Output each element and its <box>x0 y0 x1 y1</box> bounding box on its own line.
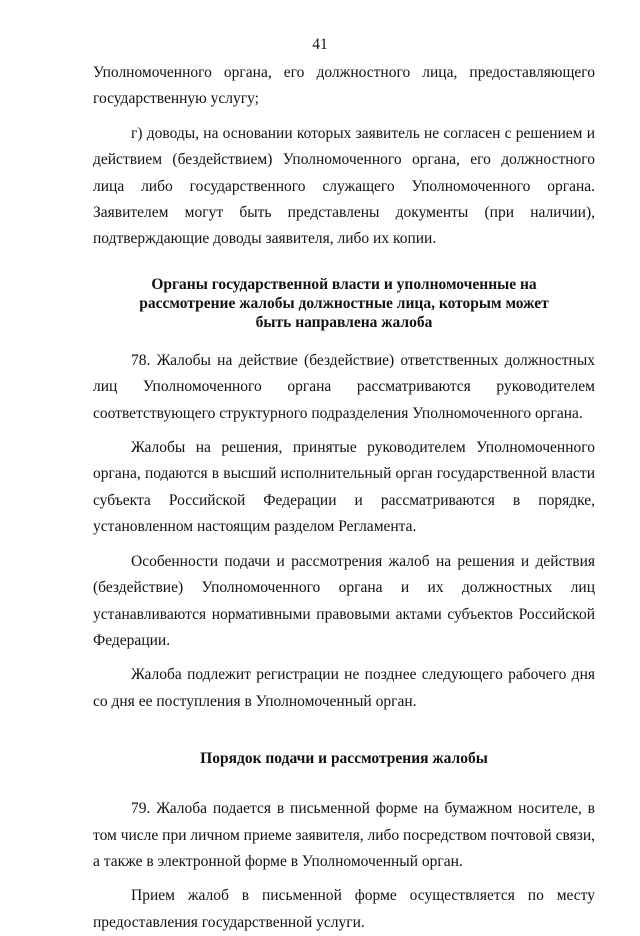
section-heading-authorities: Органы государственной власти и уполномоченные на рассмотрение жалобы должностные лица, которым может быть направлена жалоба <box>139 275 549 331</box>
paragraph-continuation: Уполномоченного органа, его должностного лица, предоставляющего государственную услугу; <box>93 64 595 108</box>
section-heading-procedure: Порядок подачи и рассмотрения жалобы <box>200 750 488 768</box>
page-number: 41 <box>312 36 328 53</box>
paragraph-78-appeal: Жалобы на решения, принятые руководителем Уполномоченного органа, подаются в высший исполнительный орган государственной власти субъекта Российской Федерации и рассматриваются в порядке, установленном настоящим разделом Регламента. <box>93 439 595 536</box>
document-body <box>93 60 595 936</box>
paragraph-item-g: г) доводы, на основании которых заявитель не согласен с решением и действием (бездействием) Уполномоченного органа, его должностного лица либо государственного служащего Уполномоченного органа. Заявителем могут быть представлены документы (при наличии), подтверждающие доводы заявителя, либо их копии. <box>93 124 595 248</box>
paragraph-79: 79. Жалоба подается в письменной форме на бумажном носителе, в том числе при личном приеме заявителя, либо посредством почтовой связи, а также в электронной форме в Уполномоченный орган. <box>93 800 595 870</box>
paragraph-78-specifics: Особенности подачи и рассмотрения жалоб на решения и действия (бездействие) Уполномоченного органа и их должностных лиц устанавливаются нормативными правовыми актами субъектов Российской Федерации. <box>93 552 595 649</box>
paragraph-79-reception: Прием жалоб в письменной форме осуществляется по месту предоставления государственной услуги. <box>93 887 595 931</box>
paragraph-78: 78. Жалобы на действие (бездействие) ответственных должностных лиц Уполномоченного органа рассматриваются руководителем соответствующего структурного подразделения Уполномоченного органа. <box>93 351 595 422</box>
paragraph-78-registration: Жалоба подлежит регистрации не позднее следующего рабочего дня со дня ее поступления в Уполномоченный орган. <box>93 666 595 710</box>
